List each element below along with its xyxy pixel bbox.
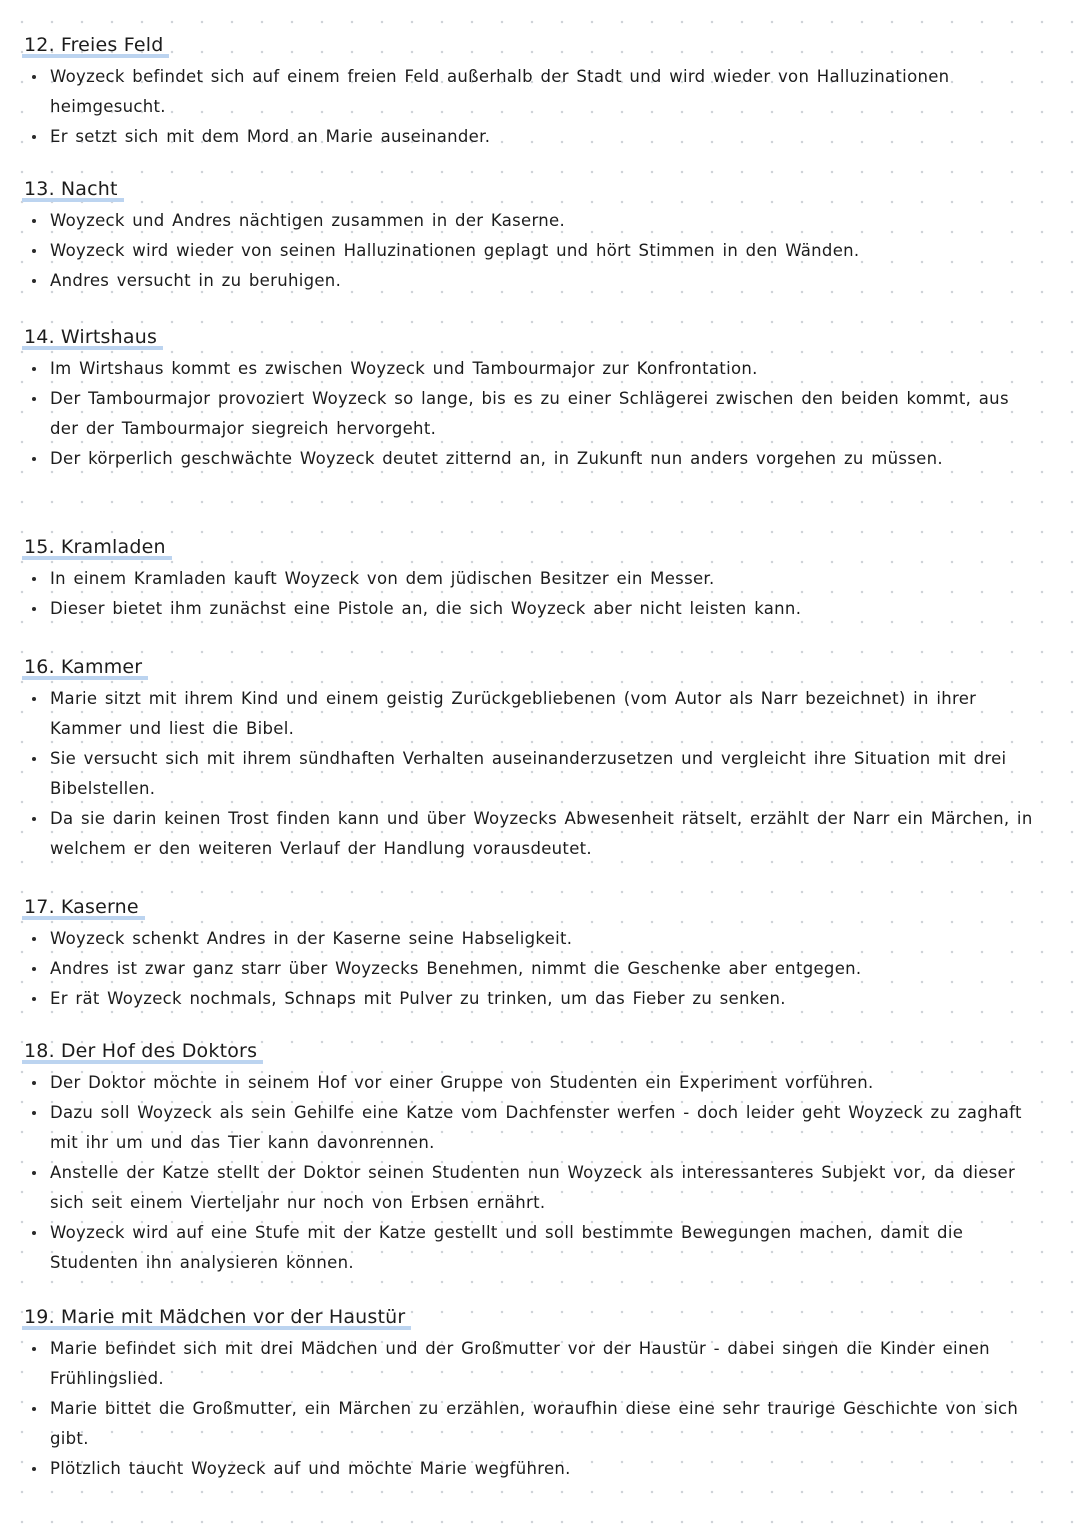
section-14 — [22, 324, 1042, 474]
bullet-item: Im Wirtshaus kommt es zwischen Woyzeck und Tambourmajor zur Konfrontation. — [32, 354, 1042, 384]
bullet-item: Der Doktor möchte in seinem Hof vor einer Gruppe von Studenten ein Experiment vorführen. — [32, 1068, 1042, 1098]
bullet-item: Da sie darin keinen Trost finden kann und über Woyzecks Abwesenheit rätselt, erzählt der Narr ein Märchen, in welchem er den weiteren Verlauf der Handlung vorausdeutet. — [32, 804, 1042, 864]
section-title: Kaserne — [60, 896, 139, 918]
bullet-item: Woyzeck wird auf eine Stufe mit der Katze gestellt und soll bestimmte Bewegungen machen, damit die Studenten ihn analysieren können. — [32, 1218, 1042, 1278]
bullet-item: Dieser bietet ihm zunächst eine Pistole an, die sich Woyzeck aber nicht leisten kann. — [32, 594, 1042, 624]
section-heading — [22, 324, 163, 350]
section-number: 12. — [24, 34, 55, 56]
section-16 — [22, 654, 1042, 864]
bullet-item: Andres ist zwar ganz starr über Woyzecks Benehmen, nimmt die Geschenke aber entgegen. — [32, 954, 1042, 984]
section-heading — [22, 32, 169, 58]
bullet-item: Der Tambourmajor provoziert Woyzeck so lange, bis es zu einer Schlägerei zwischen den beiden kommt, aus der der Tambourmajor siegreich hervorgeht. — [32, 384, 1042, 444]
section-title: Der Hof des Doktors — [60, 1040, 258, 1062]
section-title: Kramladen — [60, 536, 166, 558]
section-heading — [22, 176, 124, 202]
section-number: 15. — [24, 536, 55, 558]
bullet-item: Woyzeck schenkt Andres in der Kaserne seine Habseligkeit. — [32, 924, 1042, 954]
section-heading — [22, 894, 145, 920]
section-heading — [22, 654, 148, 680]
bullet-list — [22, 924, 1042, 1014]
section-number: 13. — [24, 178, 55, 200]
bullet-item: Woyzeck und Andres nächtigen zusammen in der Kaserne. — [32, 206, 1042, 236]
section-heading — [22, 1304, 411, 1330]
section-title: Wirtshaus — [60, 326, 158, 348]
bullet-item: Woyzeck befindet sich auf einem freien Feld außerhalb der Stadt und wird wieder von Halluzinationen heimgesucht. — [32, 62, 1042, 122]
bullet-item: Anstelle der Katze stellt der Doktor seinen Studenten nun Woyzeck als interessanteres Subjekt vor, da dieser sich seit einem Vierteljahr nur noch von Erbsen ernährt. — [32, 1158, 1042, 1218]
section-title: Marie mit Mädchen vor der Haustür — [60, 1306, 406, 1328]
bullet-item: Sie versucht sich mit ihrem sündhaften Verhalten auseinanderzusetzen und vergleicht ihre Situation mit drei Bibelstellen. — [32, 744, 1042, 804]
section-heading — [22, 534, 172, 560]
bullet-item: Er setzt sich mit dem Mord an Marie auseinander. — [32, 122, 1042, 152]
section-13 — [22, 176, 1042, 296]
bullet-item: In einem Kramladen kauft Woyzeck von dem jüdischen Besitzer ein Messer. — [32, 564, 1042, 594]
section-19 — [22, 1304, 1042, 1484]
bullet-item: Woyzeck wird wieder von seinen Halluzinationen geplagt und hört Stimmen in den Wänden. — [32, 236, 1042, 266]
bullet-item: Marie sitzt mit ihrem Kind und einem geistig Zurückgebliebenen (vom Autor als Narr bezeichnet) in ihrer Kammer und liest die Bibel. — [32, 684, 1042, 744]
bullet-list — [22, 62, 1042, 152]
section-number: 18. — [24, 1040, 55, 1062]
section-18 — [22, 1038, 1042, 1278]
bullet-list — [22, 1068, 1042, 1278]
section-heading — [22, 1038, 263, 1064]
section-17 — [22, 894, 1042, 1014]
bullet-list — [22, 684, 1042, 864]
bullet-item: Marie befindet sich mit drei Mädchen und der Großmutter vor der Haustür - dabei singen die Kinder einen Frühlingslied. — [32, 1334, 1042, 1394]
section-title: Freies Feld — [60, 34, 164, 56]
bullet-list — [22, 564, 1042, 624]
bullet-item: Plötzlich taucht Woyzeck auf und möchte Marie wegführen. — [32, 1454, 1042, 1484]
section-number: 19. — [24, 1306, 55, 1328]
section-number: 17. — [24, 896, 55, 918]
section-15 — [22, 534, 1042, 624]
bullet-item: Marie bittet die Großmutter, ein Märchen zu erzählen, woraufhin diese eine sehr traurige Geschichte von sich gibt. — [32, 1394, 1042, 1454]
section-title: Kammer — [60, 656, 143, 678]
bullet-item: Andres versucht in zu beruhigen. — [32, 266, 1042, 296]
bullet-list — [22, 354, 1042, 474]
bullet-item: Der körperlich geschwächte Woyzeck deutet zitternd an, in Zukunft nun anders vorgehen zu müssen. — [32, 444, 1042, 474]
bullet-list — [22, 1334, 1042, 1484]
section-title: Nacht — [60, 178, 118, 200]
bullet-list — [22, 206, 1042, 296]
bullet-item: Er rät Woyzeck nochmals, Schnaps mit Pulver zu trinken, um das Fieber zu senken. — [32, 984, 1042, 1014]
section-12 — [22, 32, 1042, 152]
section-number: 14. — [24, 326, 55, 348]
bullet-item: Dazu soll Woyzeck als sein Gehilfe eine Katze vom Dachfenster werfen - doch leider geht Woyzeck zu zaghaft mit ihr um und das Tier kann davonrennen. — [32, 1098, 1042, 1158]
section-number: 16. — [24, 656, 55, 678]
